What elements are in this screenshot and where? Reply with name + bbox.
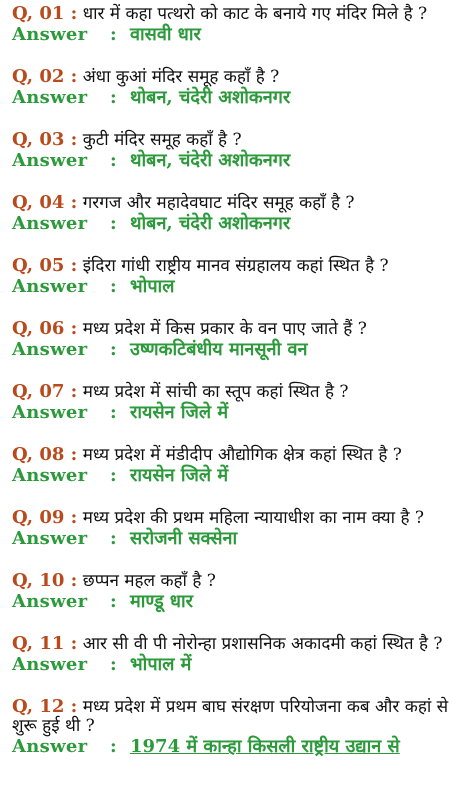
answer-text: रायसेन जिले में [130,402,229,423]
answer-separator: : [110,591,117,612]
qa-item-03 [12,130,468,171]
qa-item-06 [12,319,468,360]
question-number: Q, 11 : [12,633,78,654]
qa-item-05 [12,256,468,297]
answer [12,277,468,297]
answer [12,25,468,45]
answer-separator: : [110,276,117,297]
question-text: छप्पन महल कहाँ है ? [82,571,216,591]
answer-label: Answer [12,736,88,757]
answer-label: Answer [12,276,88,297]
answer-label: Answer [12,87,88,108]
question-number: Q, 09 : [12,507,78,528]
answer-text: माण्डू धार [130,591,193,612]
answer-label: Answer [12,591,88,612]
answer [12,655,468,675]
qa-item-02 [12,67,468,108]
question-text: मध्य प्रदेश में किस प्रकार के वन पाए जाते हैं ? [82,319,367,339]
answer-label: Answer [12,465,88,486]
answer [12,340,468,360]
qa-item-10 [12,571,468,612]
answer-label: Answer [12,528,88,549]
question-text: मध्य प्रदेश में मंडीदीप औद्योगिक क्षेत्र कहां स्थित है ? [82,445,402,465]
answer-separator: : [110,24,117,45]
question-number: Q, 02 : [12,66,78,87]
question-text: मध्य प्रदेश में सांची का स्तूप कहां स्थित है ? [82,382,349,402]
answer-separator: : [110,150,117,171]
answer-text: वासवी धार [130,24,201,45]
answer-separator: : [110,339,117,360]
answer [12,403,468,423]
qa-item-11 [12,634,468,675]
question-text: इंदिरा गांधी राष्ट्रीय मानव संग्रहालय कहां स्थित है ? [82,256,389,276]
question-number: Q, 10 : [12,570,78,591]
qa-item-12 [12,697,468,757]
question-number: Q, 03 : [12,129,78,150]
answer-separator: : [110,213,117,234]
question-text: मध्य प्रदेश में प्रथम बाघ संरक्षण परियोजना कब और कहां से शुरू हुई थी ? [12,697,449,736]
qa-item-09 [12,508,468,549]
answer-text: सरोजनी सक्सेना [130,528,238,549]
answer-label: Answer [12,150,88,171]
answer-text: 1974 में कान्हा किसली राष्ट्रीय उद्यान से [130,736,400,757]
answer-separator: : [110,465,117,486]
qa-item-07 [12,382,468,423]
question-number: Q, 05 : [12,255,78,276]
answer-text: भोपाल में [130,654,192,675]
answer-separator: : [110,654,117,675]
answer [12,88,468,108]
answer-label: Answer [12,339,88,360]
question [12,4,468,24]
question-text: अंधा कुआं मंदिर समूह कहाँ है ? [82,67,280,87]
question-text: धार में कहा पत्थरो को काट के बनाये गए मंदिर मिले है ? [82,4,428,24]
question-number: Q, 08 : [12,444,78,465]
answer-label: Answer [12,402,88,423]
answer-text: भोपाल [130,276,175,297]
answer-separator: : [110,87,117,108]
answer [12,466,468,486]
question [12,130,468,150]
question [12,382,468,402]
question [12,319,468,339]
answer-text: रायसेन जिले में [130,465,229,486]
question [12,67,468,87]
answer [12,214,468,234]
answer-label: Answer [12,654,88,675]
answer-text: थोबन, चंदेरी अशोकनगर [130,150,291,171]
question-number: Q, 12 : [12,696,78,717]
question [12,445,468,465]
answer-text: उष्णकटिबंधीय मानसूनी वन [130,339,308,360]
qa-item-04 [12,193,468,234]
answer-label: Answer [12,213,88,234]
qa-list [12,4,468,779]
qa-item-01 [12,4,468,45]
answer-label: Answer [12,24,88,45]
answer-separator: : [110,736,117,757]
question [12,193,468,213]
question-text: कुटी मंदिर समूह कहाँ है ? [82,130,242,150]
answer-text: थोबन, चंदेरी अशोकनगर [130,213,291,234]
answer [12,151,468,171]
question [12,508,468,528]
answer-separator: : [110,402,117,423]
qa-item-08 [12,445,468,486]
question [12,571,468,591]
question [12,256,468,276]
answer [12,592,468,612]
question-number: Q, 07 : [12,381,78,402]
question [12,634,468,654]
answer [12,737,468,757]
answer-separator: : [110,528,117,549]
question-text: आर सी वी पी नोरोन्हा प्रशासनिक अकादमी कहां स्थित है ? [82,634,443,654]
question-number: Q, 01 : [12,3,78,24]
question [12,697,468,736]
answer [12,529,468,549]
answer-text: थोबन, चंदेरी अशोकनगर [130,87,291,108]
question-text: मध्य प्रदेश की प्रथम महिला न्यायाधीश का नाम क्या है ? [82,508,425,528]
question-text: गरगज और महादेवघाट मंदिर समूह कहाँ है ? [82,193,355,213]
question-number: Q, 04 : [12,192,78,213]
question-number: Q, 06 : [12,318,78,339]
